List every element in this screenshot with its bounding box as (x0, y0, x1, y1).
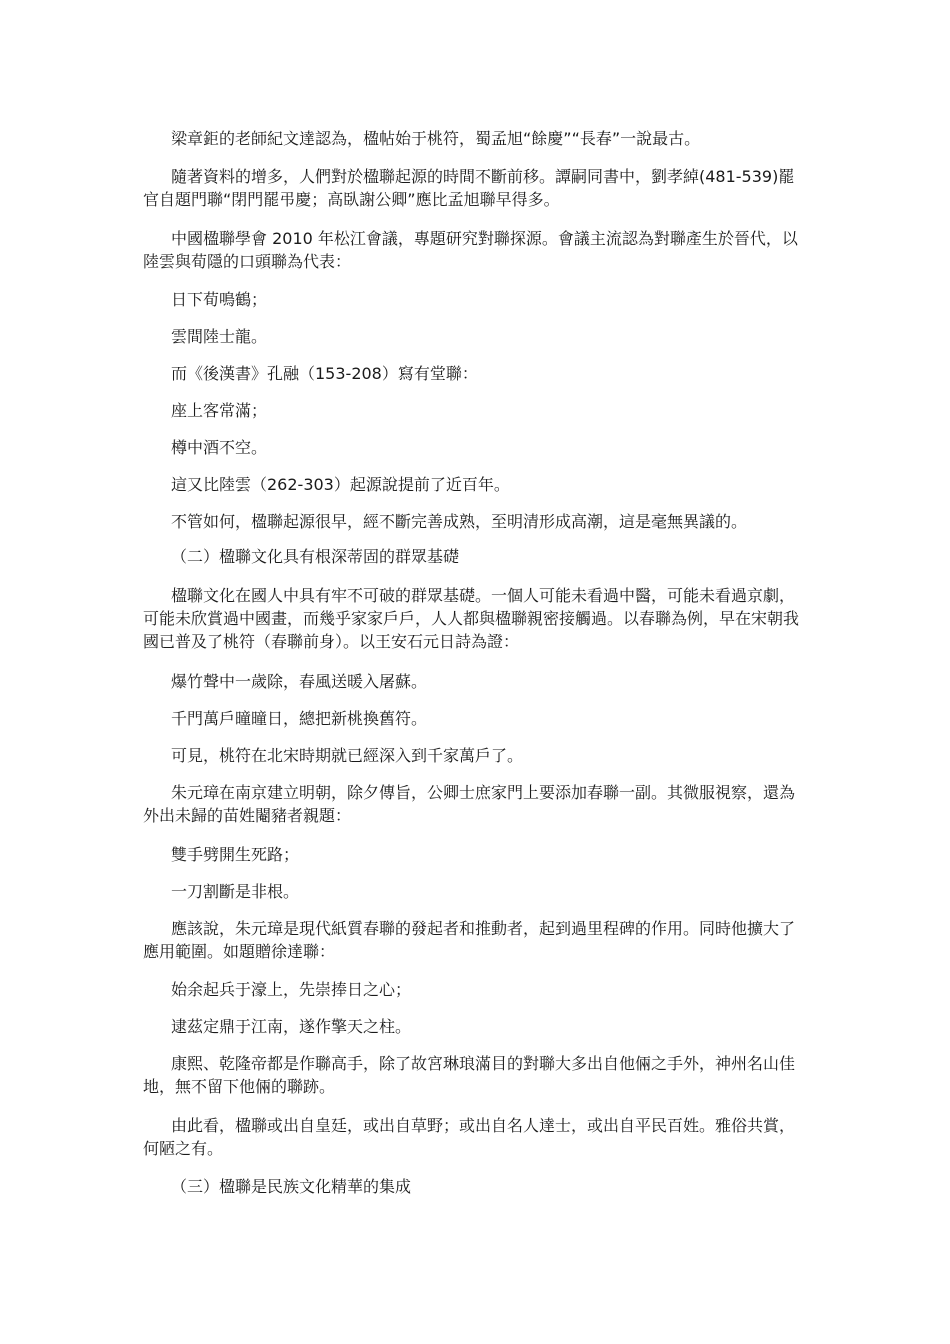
paragraph: 可見，桃符在北宋時期就已經深入到千家萬戶了。 (171, 746, 524, 765)
paragraph: 梁章鉅的老師紀文達認為，楹帖始于桃符，蜀孟旭“餘慶”“長春”一說最古。 (171, 129, 701, 148)
couplet-line: 座上客常滿； (171, 401, 268, 420)
paragraph: 中國楹聯學會 2010 年松江會議，專題研究對聯探源。會議主流認為對聯產生於晉代，以陸雲與荀隱的口頭聯為代表： (143, 229, 798, 271)
paragraph: 這又比陸雲（262-303）起源說提前了近百年。 (171, 475, 510, 494)
couplet-line: 逮茲定鼎于江南，遂作擎天之柱。 (171, 1017, 412, 1036)
section-heading: （三）楹聯是民族文化精華的集成 (171, 1177, 412, 1196)
paragraph: 朱元璋在南京建立明朝，除夕傳旨，公卿士庶家門上要添加春聯一副。其微服視察，還為外出未歸的苗姓閹豬者親題： (143, 783, 796, 825)
paragraph: 而《後漢書》孔融（153-208）寫有堂聯： (171, 364, 478, 383)
section-heading: （二）楹聯文化具有根深蒂固的群眾基礎 (171, 547, 460, 566)
poem-line: 千門萬戶曈曈日，總把新桃換舊符。 (171, 709, 428, 728)
paragraph: 楹聯文化在國人中具有牢不可破的群眾基礎。一個人可能未看過中醫，可能未看過京劇，可能未欣賞過中國畫，而幾乎家家戶戶，人人都與楹聯親密接觸過。以春聯為例，早在宋朝我國已普及了桃符（春聯前身）。以王安石元日詩為證： (143, 586, 800, 651)
couplet-line: 一刀割斷是非根。 (171, 882, 300, 901)
paragraph: 隨著資料的增多，人們對於楹聯起源的時間不斷前移。譚嗣同書中，劉孝綽(481-539)罷官自題門聯“閉門罷弔慶；高臥謝公卿”應比孟旭聯早得多。 (143, 167, 795, 209)
paragraph: 不管如何，楹聯起源很早，經不斷完善成熟，至明清形成高潮，這是毫無異議的。 (171, 512, 748, 531)
paragraph: 由此看，楹聯或出自皇廷，或出自草野；或出自名人達士，或出自平民百姓。雅俗共賞，何陋之有。 (143, 1116, 796, 1158)
couplet-line: 雲間陸士龍。 (171, 327, 268, 346)
poem-line: 爆竹聲中一歲除，春風送暖入屠蘇。 (171, 672, 428, 691)
paragraph: 康熙、乾隆帝都是作聯高手，除了故宮琳琅滿目的對聯大多出自他倆之手外，神州名山佳地，無不留下他倆的聯跡。 (143, 1054, 796, 1096)
couplet-line: 樽中酒不空。 (171, 438, 268, 457)
couplet-line: 日下荀鳴鶴； (171, 290, 268, 309)
couplet-line: 始余起兵于濠上，先崇捧日之心； (171, 980, 412, 999)
paragraph: 應該說，朱元璋是現代紙質春聯的發起者和推動者，起到過里程碑的作用。同時他擴大了應用範圍。如題贈徐達聯： (143, 919, 796, 961)
couplet-line: 雙手劈開生死路； (171, 845, 300, 864)
